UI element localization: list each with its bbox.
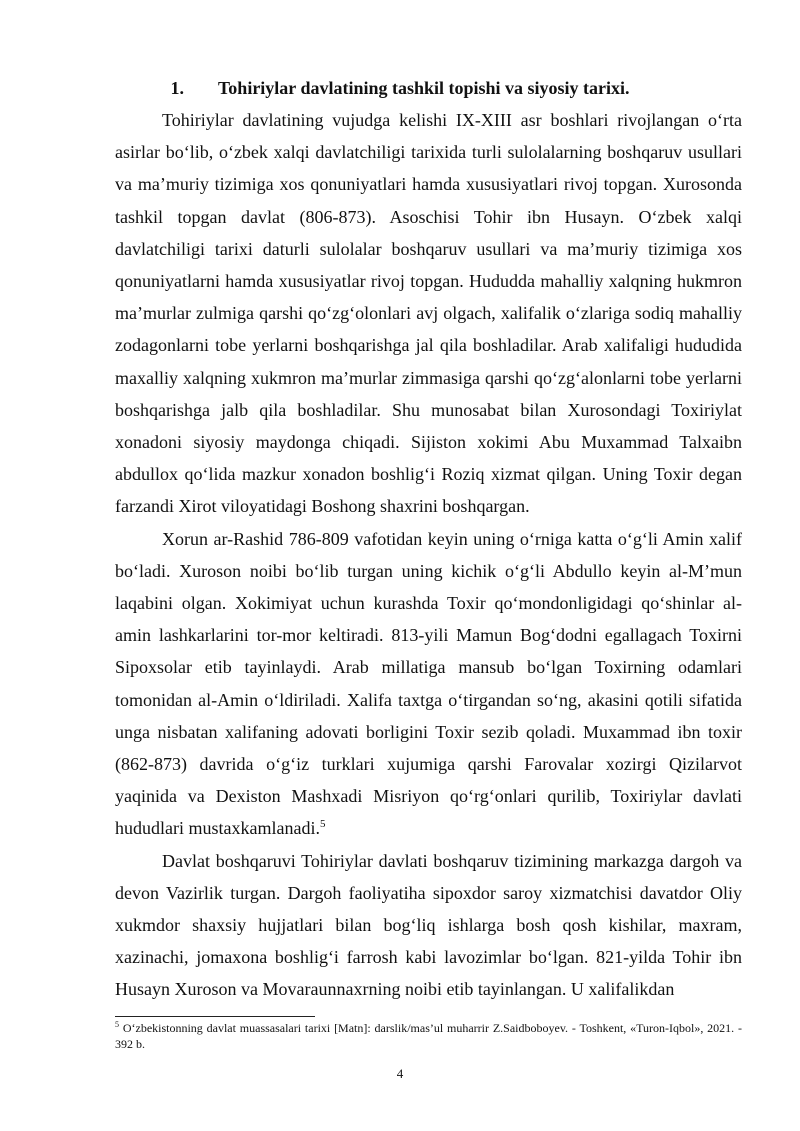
section-number: 1. — [170, 78, 184, 98]
page-number: 4 — [396, 1066, 404, 1081]
footnote-separator — [115, 1016, 315, 1017]
footnote-reference[interactable]: 5 — [319, 818, 326, 831]
paragraph-2-text: Xorun ar-Rashid 786-809 vafotidan keyin uning o‘rniga katta o‘g‘li Amin xalif bo‘ladi. Xuroson noibi bo‘lib turgan uning kichik o‘g‘li Abdullo keyin al-M’mun laqabini olgan. Xokimiyat uchun kurashda Toxir qo‘mondonligidagi qo‘shinlar al-amin lashkarlarini tor-mor keltiradi. 813-yili Mamun Bog‘dodni egallagach Toxirni Sipoxsolar etib tayinlaydi. Arab millatiga mansub bo‘lgan Toxirning odamlari tomonidan al-Amin o‘ldiriladi. Xalifa taxtga o‘tirgandan so‘ng, akasini qotili sifatida unga nisbatan xalifaning adovati borligini Toxir sezib qoladi. Muxammad ibn toxir (862-873) davrida o‘g‘iz turklari xujumiga qarshi Farovalar xozirgi Qizilarvot yaqinida va Dexiston Mashxadi Misriyon qo‘rg‘onlari qurilib, Toxiriylar davlati hududlari mustaxkamlanadi. — [115, 528, 742, 839]
footnote-marker: 5 — [115, 1020, 119, 1029]
body-text — [115, 104, 742, 1006]
paragraph-3: Davlat boshqaruvi Tohiriylar davlati boshqaruv tizimining markazga dargoh va devon Vazirlik turgan. Dargoh faoliyatiha sipoxdor saroy xizmatchisi davatdor Oliy xukmdor shaxsiy hujjatlari bilan bog‘liq ishlarga bosh qosh kishilar, maxram, xazinachi, jomaxona boshlig‘i farrosh kabi lavozimlar bo‘lgan. 821-yilda Tohir ibn Husayn Xuroson va Movaraunnaxrning noibi etib tayinlangan. U xalifalikdan — [115, 850, 742, 1000]
section-heading — [0, 78, 800, 98]
paragraph-1: Tohiriylar davlatining vujudga kelishi IX-XIII asr boshlari rivojlangan o‘rta asirlar bo‘lib, o‘zbek xalqi davlatchiligi tarixida turli sulolalarning boshqaruv usullari va ma’muriy tizimiga xos qonuniyatlari hamda xususiyatlari rivoj topgan. Xurosonda tashkil topgan davlat (806-873). Asoschisi Tohir ibn Husayn. O‘zbek xalqi davlatchiligi tarixi daturli sulolalar boshqaruv usullari va ma’muriy tizimiga xos qonuniyatlarni hamda xususiyatlar rivoj topgan. Hududda mahalliy xalqning hukmron ma’murlar zulmiga qarshi qo‘zg‘olonlari avj olgach, xalifalik o‘zlariga sodiq mahalliy zodagonlarni tobe yerlarni boshqarishga jal qila boshladilar. Arab xalifaligi hududida maxalliy xalqning xukmron ma’murlar zimmasiga qarshi qo‘zg‘alonlarni tobe yerlarni boshqarishga jalb qila boshladilar. Shu munosabat bilan Xurosondagi Toxiriylat xonadoni siyosiy maydonga chiqadi. Sijiston xokimi Abu Muxammad Talxaibn abdullox qo‘lida mazkur xonadon boshlig‘i Roziq xizmat qilgan. Uning Toxir degan farzandi Xirot viloyatidagi Boshong shaxrini boshqargan. — [115, 110, 742, 517]
section-title: Tohiriylar davlatining tashkil topishi va siyosiy tarixi. — [217, 78, 630, 98]
footnote-text: O‘zbekistonning davlat muassasalari tarixi [Matn]: darslik/mas’ul muharrir Z.Saidboboyev. - Toshkent, «Turon-Iqbol», 2021. - 392 b. — [115, 1021, 742, 1051]
footnote — [115, 1020, 742, 1052]
paragraph-2 — [115, 523, 742, 845]
